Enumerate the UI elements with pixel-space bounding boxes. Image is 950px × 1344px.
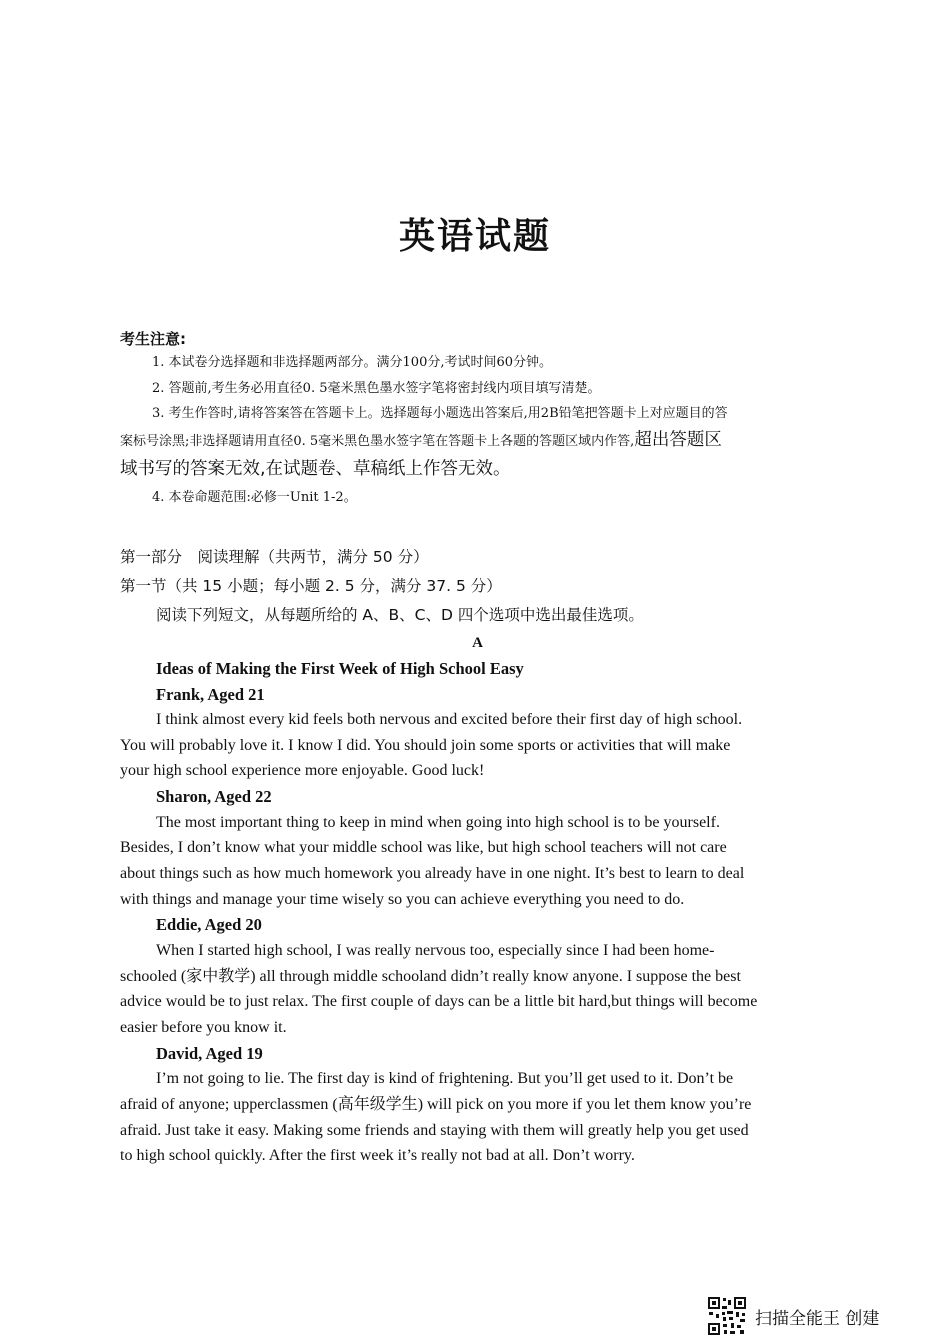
notice-emphasis-start: 超出答题区 — [634, 429, 722, 450]
notice-item-3-line-1: 3. 考生作答时,请将答案答在答题卡上。选择题每小题选出答案后,用2B铅笔把答题卡上对应题目的答 — [152, 406, 728, 421]
entry-david — [120, 1041, 835, 1169]
scanner-credit: 扫描全能王 创建 — [755, 1308, 880, 1329]
paragraph-line: The most important thing to keep in mind when going into high school is to be yourself. — [156, 813, 720, 831]
notice-item-2: 2. 答题前,考生务必用直径0. 5毫米黑色墨水签字笔将密封线内项目填写清楚。 — [152, 380, 601, 396]
entry-eddie — [120, 912, 835, 1040]
paragraph-line: advice would be to just relax. The first couple of days can be a little bit hard,but things will become — [120, 993, 758, 1011]
page-title: 英语试题 — [398, 216, 551, 257]
author-name: Eddie, Aged 20 — [156, 915, 262, 935]
qr-code-icon — [707, 1296, 747, 1336]
entry-frank — [120, 682, 835, 785]
part-heading: 第一部分 阅读理解（共两节，满分 50 分） — [120, 548, 429, 566]
author-name: Frank, Aged 21 — [156, 684, 265, 704]
scanner-watermark — [707, 1296, 879, 1336]
paragraph-line: your high school experience more enjoyable. Good luck! — [120, 762, 485, 780]
paragraph-line: to high school quickly. After the first week it’s really not bad at all. Don’t worry. — [120, 1147, 635, 1165]
passage-letter: A — [472, 635, 483, 651]
paragraph-line: I’m not going to lie. The first day is kind of frightening. But you’ll get used to it. Don’t be — [156, 1070, 734, 1088]
paragraph-line: with things and manage your time wisely so you can achieve everything you need to do. — [120, 890, 685, 908]
notice-heading: 考生注意: — [120, 330, 186, 348]
passage-title: Ideas of Making the First Week of High School Easy — [156, 659, 524, 678]
paragraph — [120, 810, 835, 913]
paragraph — [120, 707, 835, 784]
author-name: David, Aged 19 — [156, 1043, 263, 1063]
paragraph-line: Besides, I don’t know what your middle school was like, but high school teachers will not care — [120, 839, 727, 857]
notice-block — [120, 328, 840, 510]
passage-a — [120, 630, 835, 1169]
paragraph-line: I think almost every kid feels both nervous and excited before their first day of high school. — [156, 711, 743, 728]
notice-item-1: 1. 本试卷分选择题和非选择题两部分。满分100分,考试时间60分钟。 — [152, 355, 553, 370]
notice-emphasis-end: 域书写的答案无效,在试题卷、草稿纸上作答无效。 — [120, 458, 511, 479]
section-header — [120, 543, 840, 630]
paragraph-line: afraid of anyone; upperclassmen (高年级学生) will pick on you more if you let them know you’re — [120, 1095, 752, 1113]
paragraph-line: When I started high school, I was really nervous too, especially since I had been home- — [156, 941, 715, 959]
paragraph-line: You will probably love it. I know I did. You should join some sports or activities that will make — [120, 736, 731, 754]
entry-sharon — [120, 784, 835, 912]
paragraph-line: about things such as how much homework you already have in one night. It’s best to learn to deal — [120, 865, 745, 883]
notice-item-4: 4. 本卷命题范围:必修一Unit 1-2。 — [152, 489, 357, 505]
instruction-text: 阅读下列短文，从每题所给的 A、B、C、D 四个选项中选出最佳选项。 — [156, 606, 644, 624]
notice-item-3-line-2 — [120, 427, 840, 456]
paragraph-line: easier before you know it. — [120, 1019, 287, 1037]
author-name: Sharon, Aged 22 — [156, 787, 272, 807]
notice-item-3-line-2-text: 案标号涂黑;非选择题请用直径0. 5毫米黑色墨水签字笔在答题卡上各题的答题区域内作答, — [120, 433, 635, 449]
notice-item-3-line-3 — [120, 456, 840, 485]
paragraph — [120, 1066, 835, 1169]
subsection-heading: 第一节（共 15 小题；每小题 2. 5 分，满分 37. 5 分） — [120, 577, 502, 595]
paragraph — [120, 938, 835, 1041]
paragraph-line: afraid. Just take it easy. Making some friends and staying with them will greatly help you get used — [120, 1121, 749, 1139]
paragraph-line: schooled (家中教学) all through middle schooland didn’t really know anyone. I suppose the best — [120, 967, 741, 985]
